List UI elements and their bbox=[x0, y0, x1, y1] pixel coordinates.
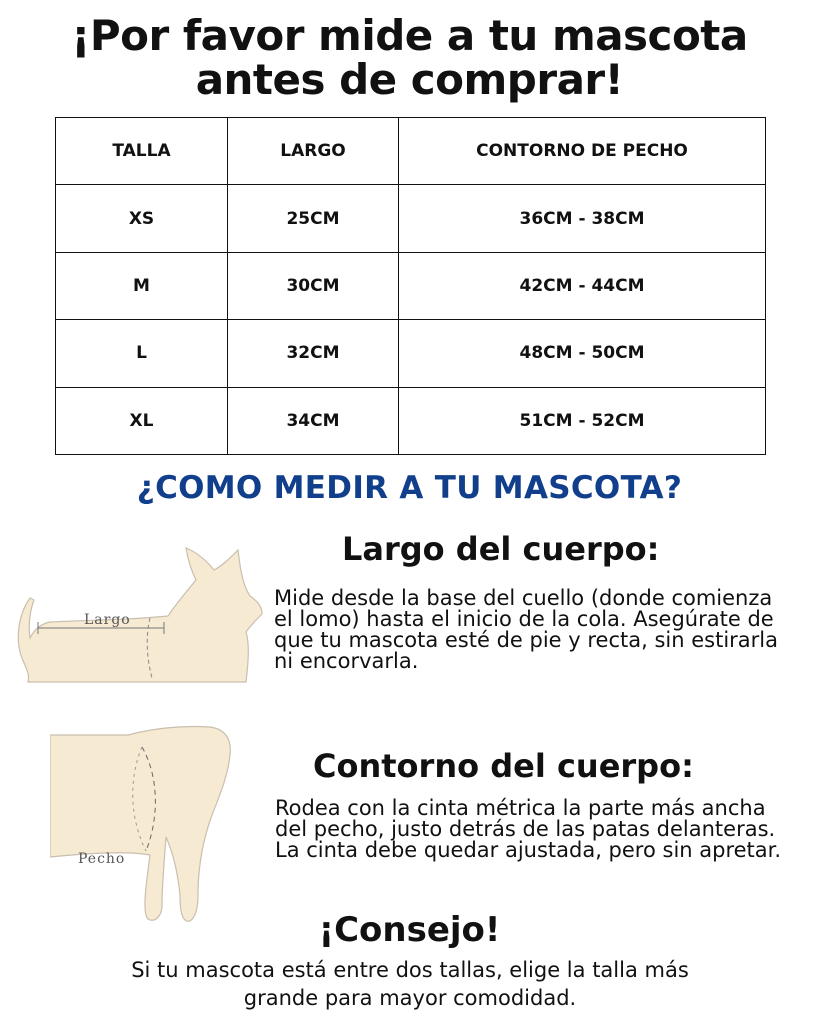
dog-chest-illustration bbox=[50, 725, 240, 925]
table-row bbox=[56, 387, 766, 454]
cell-size: XL bbox=[56, 387, 228, 454]
cell-chest: 48CM - 50CM bbox=[399, 320, 766, 387]
cell-chest: 51CM - 52CM bbox=[399, 387, 766, 454]
cell-length: 34CM bbox=[228, 387, 399, 454]
cell-chest: 42CM - 44CM bbox=[399, 252, 766, 319]
contorno-title: Contorno del cuerpo: bbox=[313, 747, 694, 785]
tip-title: ¡Consejo! bbox=[318, 910, 501, 950]
cell-length: 32CM bbox=[228, 320, 399, 387]
header-talla: TALLA bbox=[56, 118, 228, 185]
page-title bbox=[0, 11, 819, 104]
largo-text: Mide desde la base del cuello (donde comienza el lomo) hasta el inicio de la cola. Asegúrate de que tu mascota esté de pie y recta, sin estirarla ni encorvarla. bbox=[274, 586, 778, 673]
size-table bbox=[55, 117, 766, 455]
table-header-row bbox=[56, 118, 766, 185]
cell-length: 25CM bbox=[228, 185, 399, 252]
tip-text: Si tu mascota está entre dos tallas, elige la talla más grande para mayor comodidad. bbox=[131, 958, 689, 1010]
table-row bbox=[56, 320, 766, 387]
contorno-text: Rodea con la cinta métrica la parte más ancha del pecho, justo detrás de las patas delanteras. La cinta debe quedar ajustada, pero sin apretar. bbox=[275, 796, 782, 862]
dog-length-illustration bbox=[0, 540, 275, 685]
cell-size: M bbox=[56, 252, 228, 319]
title-line-1: ¡Por favor mide a tu mascota bbox=[71, 11, 748, 60]
header-largo: LARGO bbox=[228, 118, 399, 185]
largo-title: Largo del cuerpo: bbox=[342, 530, 660, 568]
cell-length: 30CM bbox=[228, 252, 399, 319]
cell-chest: 36CM - 38CM bbox=[399, 185, 766, 252]
title-line-2: antes de comprar! bbox=[195, 55, 624, 104]
header-contorno: CONTORNO DE PECHO bbox=[399, 118, 766, 185]
howto-heading: ¿COMO MEDIR A TU MASCOTA? bbox=[136, 470, 683, 506]
table-row bbox=[56, 185, 766, 252]
table-row bbox=[56, 252, 766, 319]
pecho-label: Pecho bbox=[78, 851, 126, 867]
largo-label: Largo bbox=[84, 612, 131, 628]
cell-size: XS bbox=[56, 185, 228, 252]
cell-size: L bbox=[56, 320, 228, 387]
